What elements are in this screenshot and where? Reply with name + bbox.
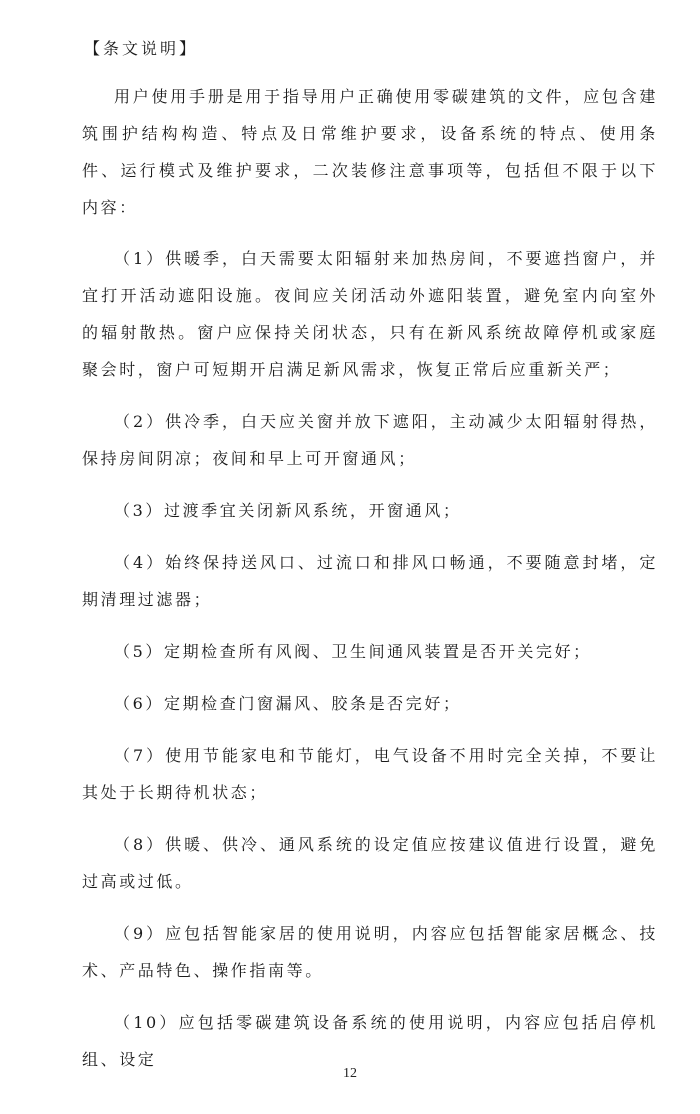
intro-paragraph: 用户使用手册是用于指导用户正确使用零碳建筑的文件，应包含建筑围护结构构造、特点及日常维护要求，设备系统的特点、使用条件、运行模式及维护要求，二次装修注意事项等，包括但不限于以下内容： [82, 87, 658, 217]
section-title: 【条文说明】 [84, 39, 199, 58]
list-item-5: （5）定期检查所有风阀、卫生间通风装置是否开关完好； [114, 642, 592, 661]
list-item-6: （6）定期检查门窗漏风、胶条是否完好； [114, 694, 462, 713]
list-item-7: （7）使用节能家电和节能灯，电气设备不用时完全关掉，不要让其处于长期待机状态； [82, 746, 658, 802]
list-item-2: （2）供冷季，白天应关窗并放下遮阳，主动减少太阳辐射得热，保持房间阴凉；夜间和早上可开窗通风； [82, 412, 658, 468]
list-item-8: （8）供暖、供冷、通风系统的设定值应按建议值进行设置，避免过高或过低。 [82, 835, 658, 891]
list-item-3: （3）过渡季宜关闭新风系统，开窗通风； [114, 501, 462, 520]
list-item-10: （10）应包括零碳建筑设备系统的使用说明，内容应包括启停机组、设定 [82, 1013, 658, 1069]
page-number: 12 [343, 1066, 357, 1081]
list-item-1: （1）供暖季，白天需要太阳辐射来加热房间，不要遮挡窗户，并宜打开活动遮阳设施。夜间应关闭活动外遮阳装置，避免室内向室外的辐射散热。窗户应保持关闭状态，只有在新风系统故障停机或家庭聚会时，窗户可短期开启满足新风需求，恢复正常后应重新关严； [82, 249, 658, 379]
page-body [82, 34, 658, 1093]
list-item-9: （9）应包括智能家居的使用说明，内容应包括智能家居概念、技术、产品特色、操作指南等。 [82, 924, 658, 980]
list-item-4: （4）始终保持送风口、过流口和排风口畅通，不要随意封堵，定期清理过滤器； [82, 553, 658, 609]
